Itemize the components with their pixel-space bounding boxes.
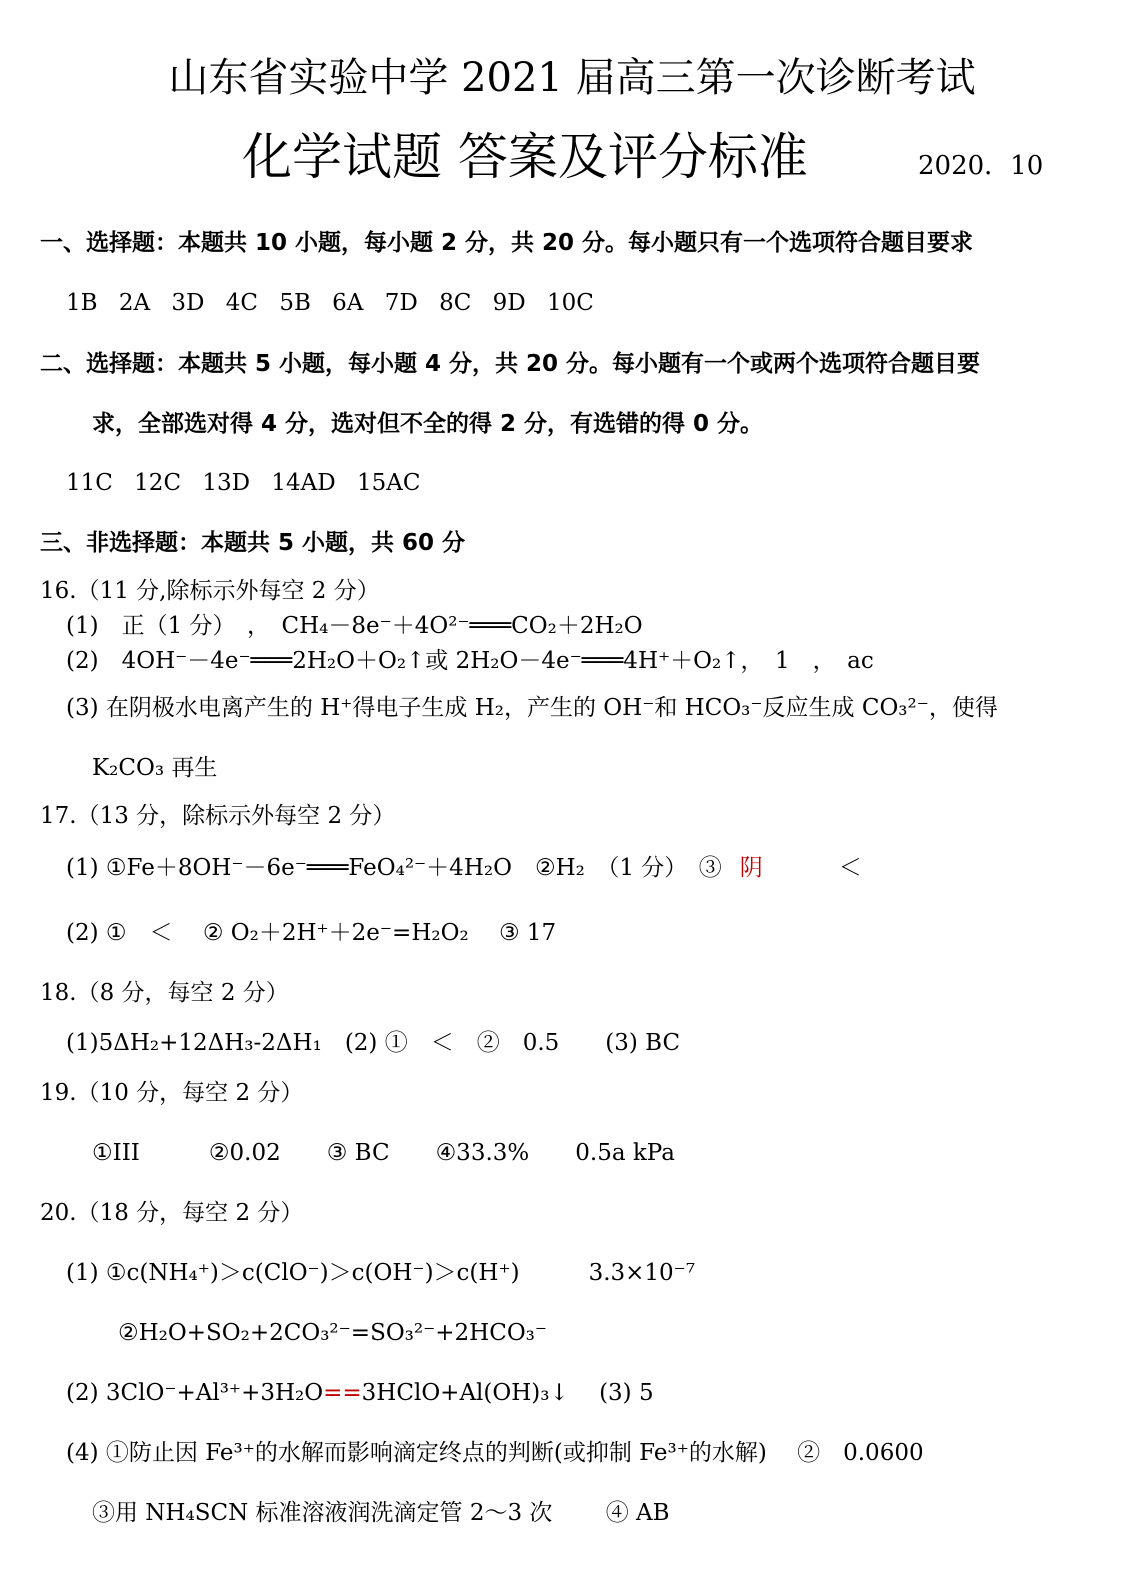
section2-heading-line2: 求，全部选对得 4 分，选对但不全的得 2 分，有选错的得 0 分。 bbox=[92, 411, 764, 437]
exam-date: 2020．10 bbox=[918, 151, 1044, 181]
q17-part2: (2) ① ＜ ② O₂＋2H⁺＋2e⁻=H₂O₂ ③ 17 bbox=[66, 920, 557, 946]
q18-answers: (1)5ΔH₂+12ΔH₃-2ΔH₁ (2) ① ＜ ② 0.5 (3) BC bbox=[66, 1030, 681, 1056]
q19-answers: ①III ②0.02 ③ BC ④33.3% 0.5a kPa bbox=[92, 1140, 675, 1166]
q20-part1: (1) ①c(NH₄⁺)＞c(ClO⁻)＞c(OH⁻)＞c(H⁺) 3.3×10⁻⁷ bbox=[66, 1260, 696, 1286]
q17-part1-red: 阴 bbox=[739, 855, 763, 881]
q20-part2 bbox=[66, 1382, 654, 1405]
exam-title: 山东省实验中学 2021 届高三第一次诊断考试 bbox=[168, 55, 976, 101]
q16-part1: (1) 正（1 分） ， CH₄－8e⁻＋4O²⁻═══CO₂＋2H₂O bbox=[66, 613, 643, 639]
q19-label: 19.（10 分，每空 2 分） bbox=[40, 1080, 304, 1106]
q20-part4: (4) ①防止因 Fe³⁺的水解而影响滴定终点的判断(或抑制 Fe³⁺的水解) ② 0.0600 bbox=[66, 1440, 924, 1466]
q20-part2-post: 3HClO+Al(OH)₃↓ (3) 5 bbox=[361, 1380, 654, 1406]
section3-heading: 三、非选择题：本题共 5 小题，共 60 分 bbox=[40, 530, 466, 556]
q16-part2: (2) 4OH⁻－4e⁻═══2H₂O＋O₂↑或 2H₂O－4e⁻═══4H⁺＋O₂↑， 1 ， ac bbox=[66, 648, 874, 674]
section1-answers: 1B 2A 3D 4C 5B 6A 7D 8C 9D 10C bbox=[66, 290, 594, 316]
q20-part4-cont: ③用 NH₄SCN 标准溶液润洗滴定管 2～3 次 ④ AB bbox=[92, 1500, 670, 1526]
q16-part3: (3) 在阴极水电离产生的 H⁺得电子生成 H₂，产生的 OH⁻和 HCO₃⁻反应生成 CO₃²⁻，使得 bbox=[66, 695, 998, 721]
q20-part2-pre: (2) 3ClO⁻+Al³⁺+3H₂O bbox=[66, 1380, 324, 1406]
q20-label: 20.（18 分，每空 2 分） bbox=[40, 1200, 304, 1226]
q16-label: 16.（11 分,除标示外每空 2 分） bbox=[40, 578, 380, 604]
q17-label: 17.（13 分，除标示外每空 2 分） bbox=[40, 803, 396, 829]
section1-heading: 一、选择题：本题共 10 小题，每小题 2 分，共 20 分。每小题只有一个选项符合题目要求 bbox=[40, 230, 974, 256]
q20-part1-cont: ②H₂O+SO₂+2CO₃²⁻=SO₃²⁻+2HCO₃⁻ bbox=[118, 1320, 548, 1346]
q17-part1-end: ＜ bbox=[838, 855, 862, 881]
page-title: 化学试题 答案及评分标准 bbox=[242, 128, 808, 186]
q17-part1-text: (1) ①Fe＋8OH⁻－6e⁻═══FeO₄²⁻＋4H₂O ②H₂ （1 分） ③ bbox=[66, 855, 722, 881]
q18-label: 18.（8 分，每空 2 分） bbox=[40, 980, 289, 1006]
q17-part1 bbox=[66, 857, 862, 880]
q16-part3-cont: K₂CO₃ 再生 bbox=[92, 755, 218, 781]
q20-part2-red: == bbox=[323, 1380, 362, 1406]
section2-heading-line1: 二、选择题：本题共 5 小题，每小题 4 分，共 20 分。每小题有一个或两个选项符合题目要 bbox=[40, 351, 981, 377]
section2-answers: 11C 12C 13D 14AD 15AC bbox=[66, 470, 421, 496]
